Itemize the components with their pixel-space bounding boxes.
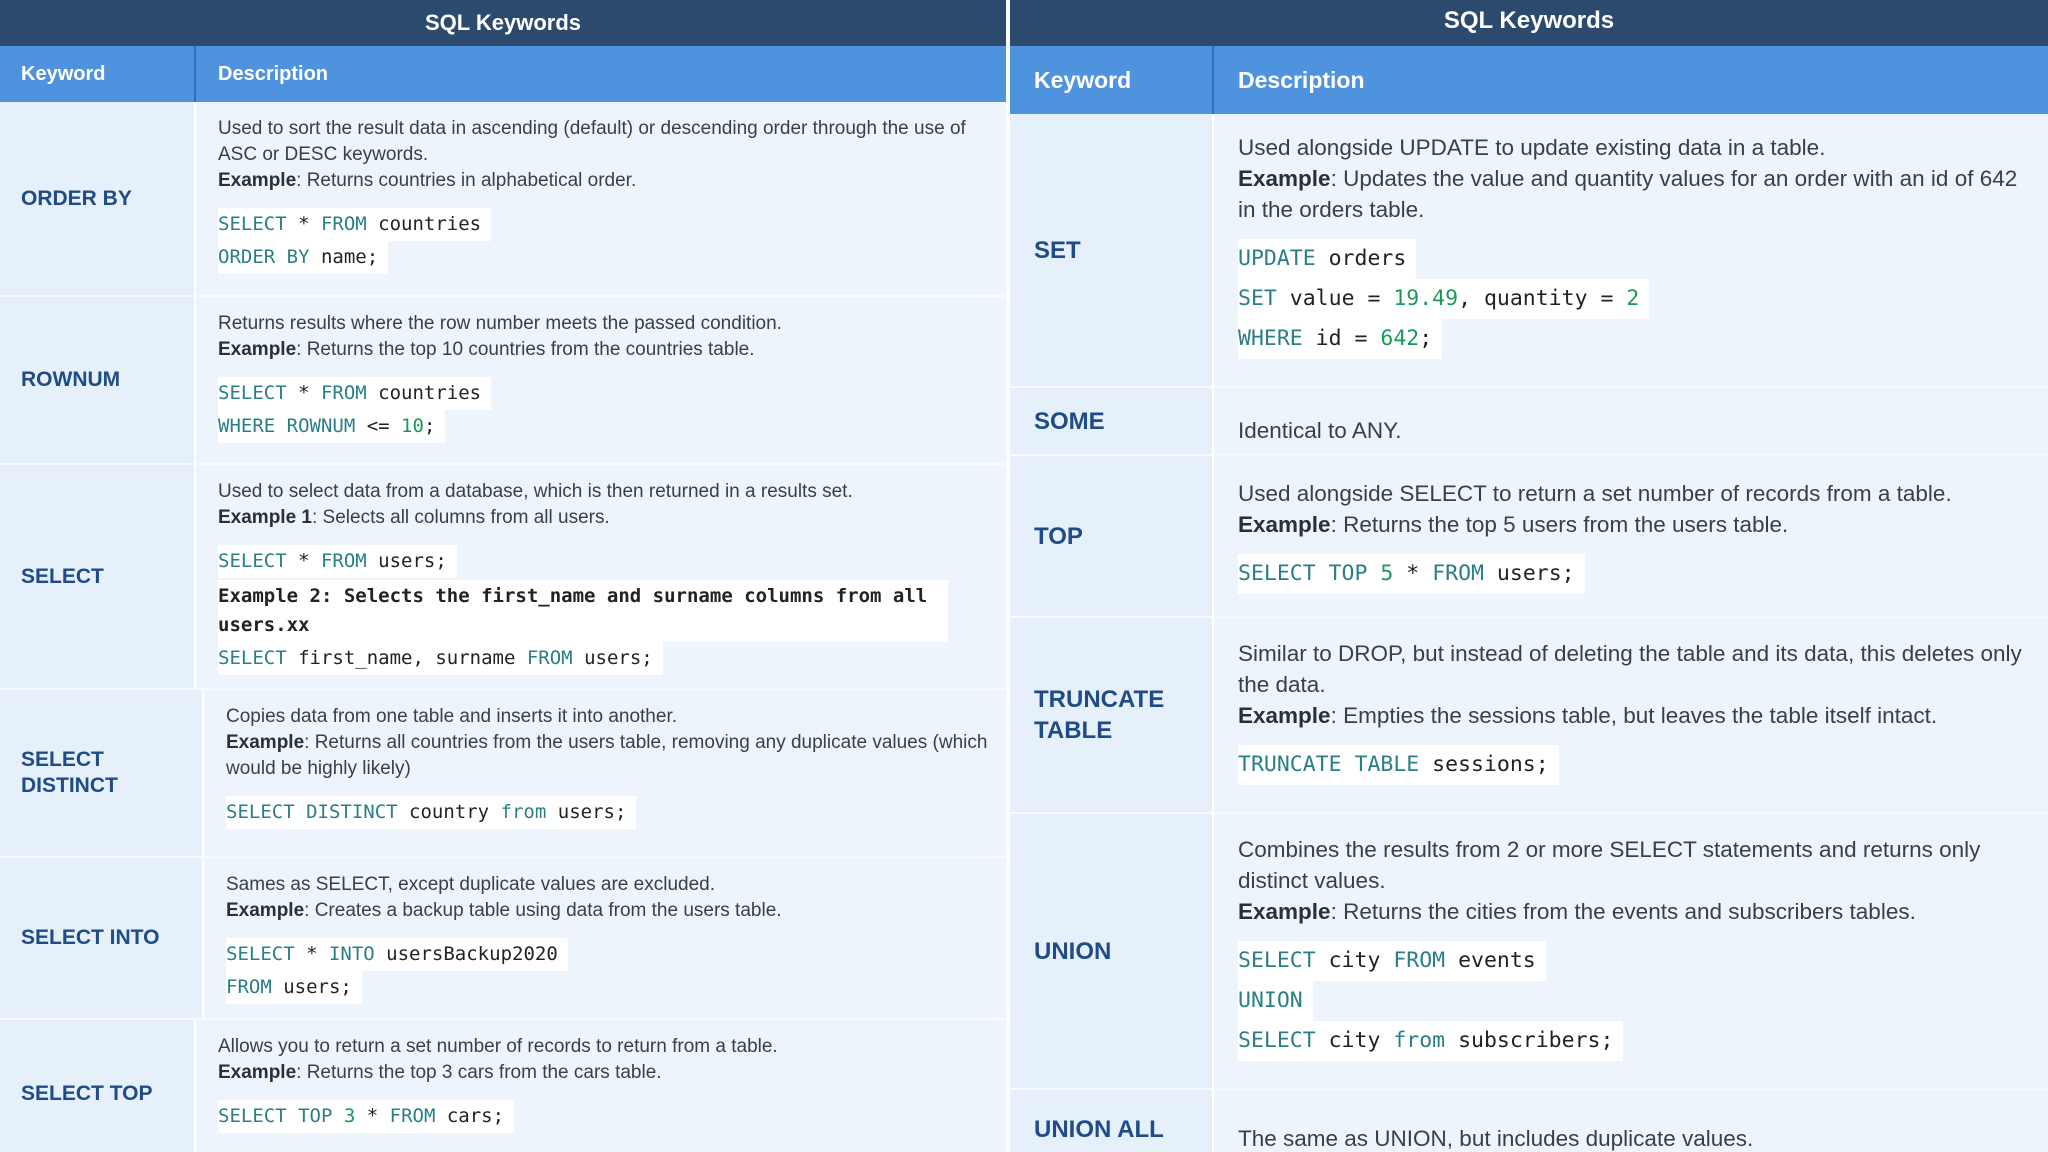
code-keyword: WHERE ROWNUM (218, 415, 356, 437)
table-header-row (1010, 46, 2048, 114)
example-label: Example (1238, 899, 1331, 924)
example-label: Example (1238, 166, 1331, 191)
code-token: countries (366, 382, 482, 404)
table-row (1010, 1090, 2048, 1152)
code-text (1238, 319, 1442, 359)
table-row (0, 102, 1006, 297)
description-text: Identical to ANY. (1238, 417, 1402, 443)
code-token (332, 1105, 343, 1127)
code-token: city (1315, 948, 1394, 973)
code-token: name; (309, 246, 379, 268)
table-row (0, 858, 1006, 1020)
code-keyword: SELECT TOP (218, 1105, 333, 1127)
code-token: users; (572, 647, 653, 669)
code-token: users; (546, 801, 627, 823)
description-cell (1214, 814, 2048, 1088)
code-number: 2 (1626, 286, 1640, 311)
code-token: users; (1483, 561, 1575, 586)
code-token: <= (355, 415, 402, 437)
code-token: users; (366, 550, 447, 572)
code-text (218, 545, 457, 578)
example-text: : Selects all columns from all users. (312, 507, 610, 528)
code-token: cars; (435, 1105, 505, 1127)
code-text (1238, 554, 1585, 594)
code-line (1238, 239, 2034, 279)
code-line (218, 377, 992, 410)
code-text (226, 971, 362, 1004)
code-token: events (1445, 948, 1536, 973)
code-text (218, 642, 663, 675)
example-line (1238, 509, 2034, 540)
code-keyword: UPDATE (1238, 246, 1316, 271)
keyword-cell: UNION (1010, 814, 1214, 1088)
description-text: Copies data from one table and inserts it into another. (226, 706, 677, 727)
code-text (1238, 745, 1559, 785)
description-text: The same as UNION, but includes duplicate values. (1238, 1125, 1754, 1151)
code-line (218, 241, 992, 274)
keyword-cell: SET (1010, 114, 1214, 386)
code-line (218, 545, 992, 578)
description-cell (196, 102, 1006, 295)
code-token: subscribers; (1445, 1028, 1614, 1053)
code-number: 642 (1380, 326, 1420, 351)
code-keyword: SELECT TOP (1238, 561, 1368, 586)
code-line (218, 208, 992, 241)
code-token: , quantity = (1458, 286, 1627, 311)
code-token: first_name, surname (286, 647, 527, 669)
example-line (1238, 163, 2034, 225)
example-text: : Returns all countries from the users table, removing any duplicate values (which would be highly likely) (226, 732, 988, 779)
code-token: id = (1302, 326, 1381, 351)
example-label: Example (226, 732, 305, 753)
code-keyword: from (500, 801, 547, 823)
example-line (218, 168, 992, 194)
code-keyword: TRUNCATE TABLE (1238, 752, 1420, 777)
code-line (226, 796, 992, 829)
example-line (1238, 700, 2034, 731)
keyword-cell: SELECT (0, 465, 196, 688)
code-line (218, 642, 992, 675)
keyword-cell: ORDER BY (0, 102, 196, 295)
description-cell (1214, 456, 2048, 616)
table-title: SQL Keywords (1010, 0, 2048, 46)
table-row (1010, 114, 2048, 388)
code-token: * (1393, 561, 1433, 586)
example-text: : Returns the cities from the events and subscribers tables. (1330, 899, 1916, 924)
code-token: * (294, 943, 329, 965)
code-keyword: FROM (320, 213, 367, 235)
code-line (218, 1100, 992, 1133)
code-keyword: FROM (526, 647, 573, 669)
code-token: * (286, 213, 321, 235)
code-keyword: ORDER BY (218, 246, 310, 268)
keyword-cell: SOME (1010, 388, 1214, 454)
keyword-cell: SELECT DISTINCT (0, 690, 204, 856)
code-number: 5 (1380, 561, 1394, 586)
code-token: usersBackup2020 (374, 943, 558, 965)
example-label: Example (1238, 703, 1331, 728)
example-label: Example (226, 900, 305, 921)
code-keyword: SELECT (1238, 948, 1316, 973)
code-text (226, 938, 568, 971)
code-text (218, 208, 491, 241)
code-line (1238, 745, 2034, 785)
code-text (1238, 941, 1546, 981)
description-text: Used alongside SELECT to return a set number of records from a table. (1238, 481, 1952, 506)
code-token: ; (423, 415, 436, 437)
code-token: city (1315, 1028, 1394, 1053)
code-keyword: SELECT (218, 550, 287, 572)
table-row (0, 690, 1006, 858)
description-cell (1214, 1090, 2048, 1152)
code-block (1238, 554, 2034, 594)
table-row (1010, 814, 2048, 1090)
code-keyword: INTO (328, 943, 375, 965)
keyword-cell: TRUNCATE TABLE (1010, 618, 1214, 812)
description-cell (196, 465, 1006, 688)
keyword-cell: SELECT INTO (0, 858, 204, 1018)
code-block (218, 377, 992, 443)
example-text: : Returns the top 3 cars from the cars table. (296, 1062, 662, 1083)
description-cell (1214, 388, 2048, 454)
description-column-header: Description (218, 62, 329, 85)
table-header-row (0, 46, 1006, 102)
code-keyword: from (1393, 1028, 1446, 1053)
example-line (218, 337, 992, 363)
description-text: Similar to DROP, but instead of deleting the table and its data, this deletes only the data. (1238, 641, 2022, 697)
description-cell (1214, 618, 2048, 812)
code-keyword: SELECT (218, 213, 287, 235)
code-block (226, 796, 992, 829)
table-row (1010, 388, 2048, 456)
code-text (1238, 279, 1649, 319)
code-keyword: WHERE (1238, 326, 1303, 351)
example-text: : Returns countries in alphabetical order. (296, 170, 637, 191)
table-title: SQL Keywords (0, 0, 1006, 46)
code-keyword: SELECT (1238, 1028, 1316, 1053)
example-line (1238, 896, 2034, 927)
description-text: Combines the results from 2 or more SELECT statements and returns only distinct values. (1238, 837, 1981, 893)
keyword-cell: ROWNUM (0, 297, 196, 463)
example-text: : Returns the top 5 users from the users table. (1330, 512, 1789, 537)
code-keyword: SELECT (226, 943, 295, 965)
code-line (1238, 1021, 2034, 1061)
code-keyword: FROM (1432, 561, 1484, 586)
code-line (1238, 554, 2034, 594)
example-label: Example (218, 1062, 297, 1083)
code-block (1238, 239, 2034, 359)
code-keyword: SELECT (218, 382, 287, 404)
code-keyword: FROM (320, 550, 367, 572)
code-keyword: FROM (320, 382, 367, 404)
code-text (218, 1100, 514, 1133)
example-text: : Empties the sessions table, but leaves the table itself intact. (1330, 703, 1938, 728)
example-text: : Returns the top 10 countries from the countries table. (296, 339, 755, 360)
description-text: Sames as SELECT, except duplicate values are excluded. (226, 874, 715, 895)
code-text (1238, 981, 1313, 1021)
code-token: sessions; (1419, 752, 1549, 777)
code-block (218, 545, 992, 675)
code-keyword: FROM (226, 976, 272, 998)
code-line (218, 410, 992, 443)
code-block (1238, 941, 2034, 1061)
code-keyword: SET (1238, 286, 1277, 311)
code-line (226, 971, 992, 1004)
example-text: : Creates a backup table using data from the users table. (304, 900, 782, 921)
code-token: users; (271, 976, 352, 998)
code-line (226, 938, 992, 971)
description-text: Allows you to return a set number of records to return from a table. (218, 1036, 778, 1057)
code-line (1238, 279, 2034, 319)
code-token (1367, 561, 1380, 586)
code-keyword: FROM (1393, 948, 1446, 973)
code-text (1238, 239, 1416, 279)
code-line (1238, 941, 2034, 981)
code-token: orders (1315, 246, 1407, 271)
right-table-panel (1010, 0, 2048, 1152)
code-block (226, 938, 992, 1004)
table-row (1010, 456, 2048, 618)
example-label: Example 1 (218, 507, 312, 528)
description-cell (1214, 114, 2048, 386)
example-line (226, 730, 992, 782)
keyword-column-header: Keyword (1010, 46, 1214, 114)
description-column-header: Description (1238, 66, 1365, 93)
code-block (218, 208, 992, 274)
keyword-cell: TOP (1010, 456, 1214, 616)
example-label: Example (218, 170, 297, 191)
example-text: : Updates the value and quantity values for an order with an id of 642 in the orders table. (1238, 166, 2018, 222)
description-text: Used alongside UPDATE to update existing data in a table. (1238, 135, 1826, 160)
code-token: value = (1276, 286, 1394, 311)
code-keyword: SELECT DISTINCT (226, 801, 398, 823)
description-cell (204, 858, 1006, 1018)
table-row (0, 465, 1006, 690)
table-row (0, 1020, 1006, 1152)
code-token: * (286, 382, 321, 404)
code-number: 10 (401, 415, 424, 437)
code-text (1238, 1021, 1623, 1061)
description-text: Used to select data from a database, which is then returned in a results set. (218, 481, 853, 502)
code-text (218, 377, 491, 410)
table-row (1010, 618, 2048, 814)
code-number: 19.49 (1393, 286, 1459, 311)
code-keyword: SELECT (218, 647, 287, 669)
code-text (218, 410, 445, 443)
code-block (218, 1100, 992, 1133)
example-line (218, 505, 992, 531)
code-number: 3 (343, 1105, 356, 1127)
code-text (218, 241, 388, 274)
code-token: * (286, 550, 321, 572)
code-block (1238, 745, 2034, 785)
example-line (218, 1060, 992, 1086)
code-keyword: FROM (389, 1105, 436, 1127)
left-table-panel (0, 0, 1006, 1152)
description-cell (196, 297, 1006, 463)
code-line (1238, 981, 2034, 1021)
code-token: country (397, 801, 501, 823)
code-token: * (355, 1105, 390, 1127)
code-line (1238, 319, 2034, 359)
description-text: Used to sort the result data in ascending (default) or descending order through the use of ASC or DESC keywords. (218, 118, 966, 165)
code-token: countries (366, 213, 482, 235)
example-line (226, 898, 992, 924)
example-label: Example (218, 339, 297, 360)
code-note: Example 2: Selects the first_name and surname columns from all users.xx (218, 580, 948, 642)
description-text: Returns results where the row number meets the passed condition. (218, 313, 782, 334)
description-cell (196, 1020, 1006, 1152)
keyword-cell: SELECT TOP (0, 1020, 196, 1152)
description-cell (204, 690, 1006, 856)
keyword-column-header: Keyword (0, 46, 196, 102)
table-row (0, 297, 1006, 465)
code-keyword: UNION (1238, 988, 1303, 1013)
code-token: ; (1419, 326, 1433, 351)
code-text (226, 796, 636, 829)
keyword-cell: UNION ALL (1010, 1090, 1214, 1152)
example-label: Example (1238, 512, 1331, 537)
